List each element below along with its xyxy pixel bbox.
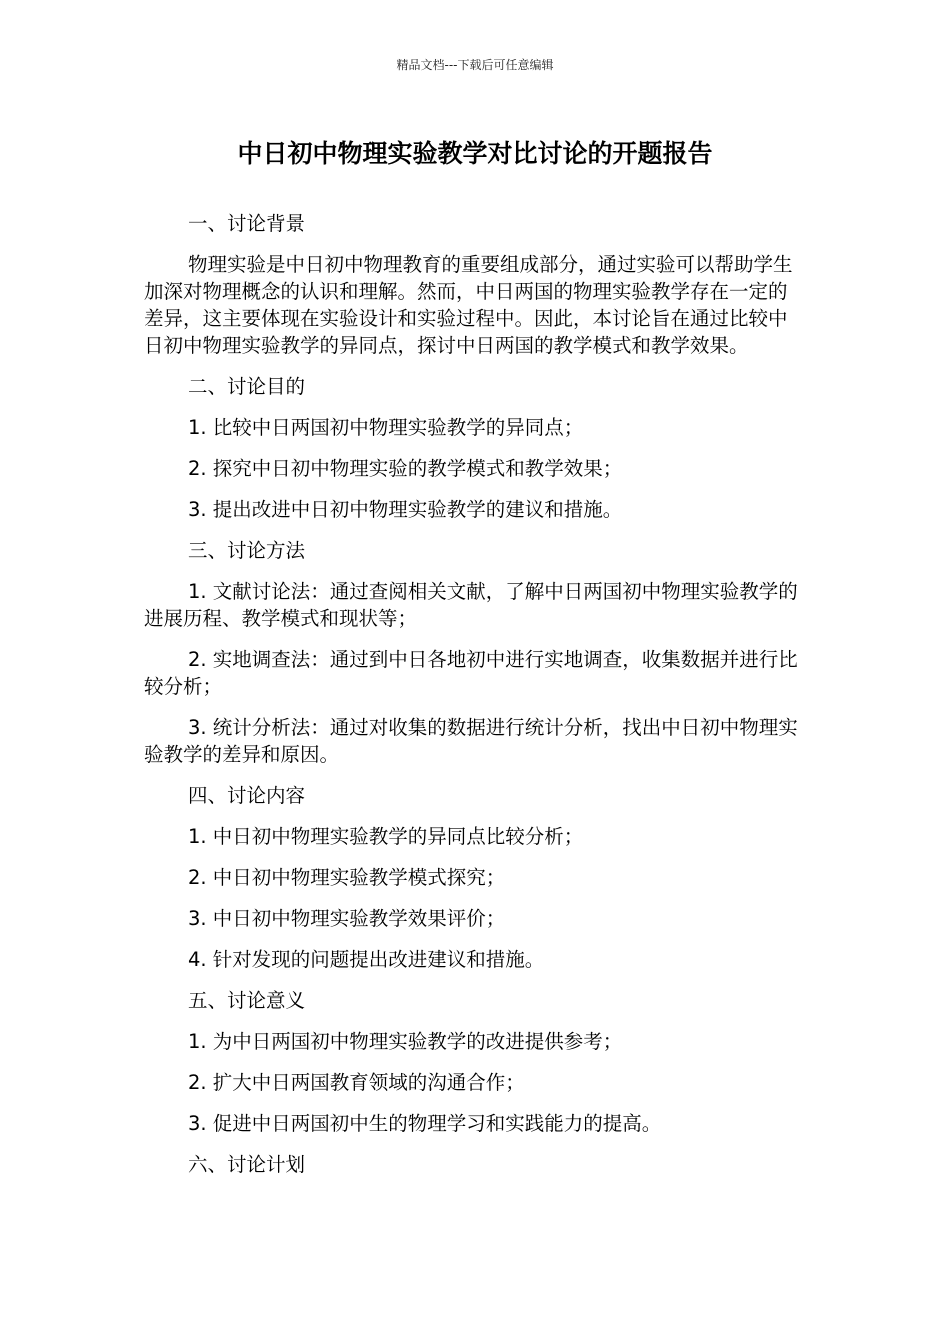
list-item: 2. 实地调查法：通过到中日各地初中进行实地调查，收集数据并进行比较分析； — [144, 648, 798, 698]
list-item: 1. 文献讨论法：通过查阅相关文献，了解中日两国初中物理实验教学的进展历程、教学模式和现状等； — [144, 580, 798, 630]
section-heading-plan: 六、讨论计划 — [188, 1153, 306, 1176]
section-heading-purpose: 二、讨论目的 — [188, 375, 306, 398]
list-item: 3. 促进中日两国初中生的物理学习和实践能力的提高。 — [188, 1112, 662, 1135]
list-item: 1. 比较中日两国初中物理实验教学的异同点； — [188, 416, 584, 439]
list-item: 2. 扩大中日两国教育领域的沟通合作； — [188, 1071, 525, 1094]
list-item: 4. 针对发现的问题提出改进建议和措施。 — [188, 948, 545, 971]
list-item: 3. 统计分析法：通过对收集的数据进行统计分析，找出中日初中物理实验教学的差异和原因。 — [144, 716, 798, 766]
list-item: 2. 中日初中物理实验教学模式探究； — [188, 866, 506, 889]
header-note: 精品文档---下载后可任意编辑 — [396, 58, 554, 72]
section-heading-content: 四、讨论内容 — [188, 784, 306, 807]
list-item: 2. 探究中日初中物理实验的教学模式和教学效果； — [188, 457, 623, 480]
list-item: 3. 中日初中物理实验教学效果评价； — [188, 907, 506, 930]
section-heading-background: 一、讨论背景 — [188, 212, 306, 235]
list-item: 3. 提出改进中日初中物理实验教学的建议和措施。 — [188, 498, 623, 521]
list-item: 1. 为中日两国初中物理实验教学的改进提供参考； — [188, 1030, 623, 1053]
section-heading-significance: 五、讨论意义 — [188, 989, 306, 1012]
list-item: 1. 中日初中物理实验教学的异同点比较分析； — [188, 825, 584, 848]
paragraph-background: 物理实验是中日初中物理教育的重要组成部分，通过实验可以帮助学生加深对物理概念的认识和理解。然而，中日两国的物理实验教学存在一定的差异，这主要体现在实验设计和实验过程中。因此，本讨论旨在通过比较中日初中物理实验教学的异同点，探讨中日两国的教学模式和教学效果。 — [144, 253, 793, 357]
document-title: 中日初中物理实验教学对比讨论的开题报告 — [237, 139, 713, 168]
section-heading-method: 三、讨论方法 — [188, 539, 306, 562]
document-body — [144, 210, 804, 1192]
